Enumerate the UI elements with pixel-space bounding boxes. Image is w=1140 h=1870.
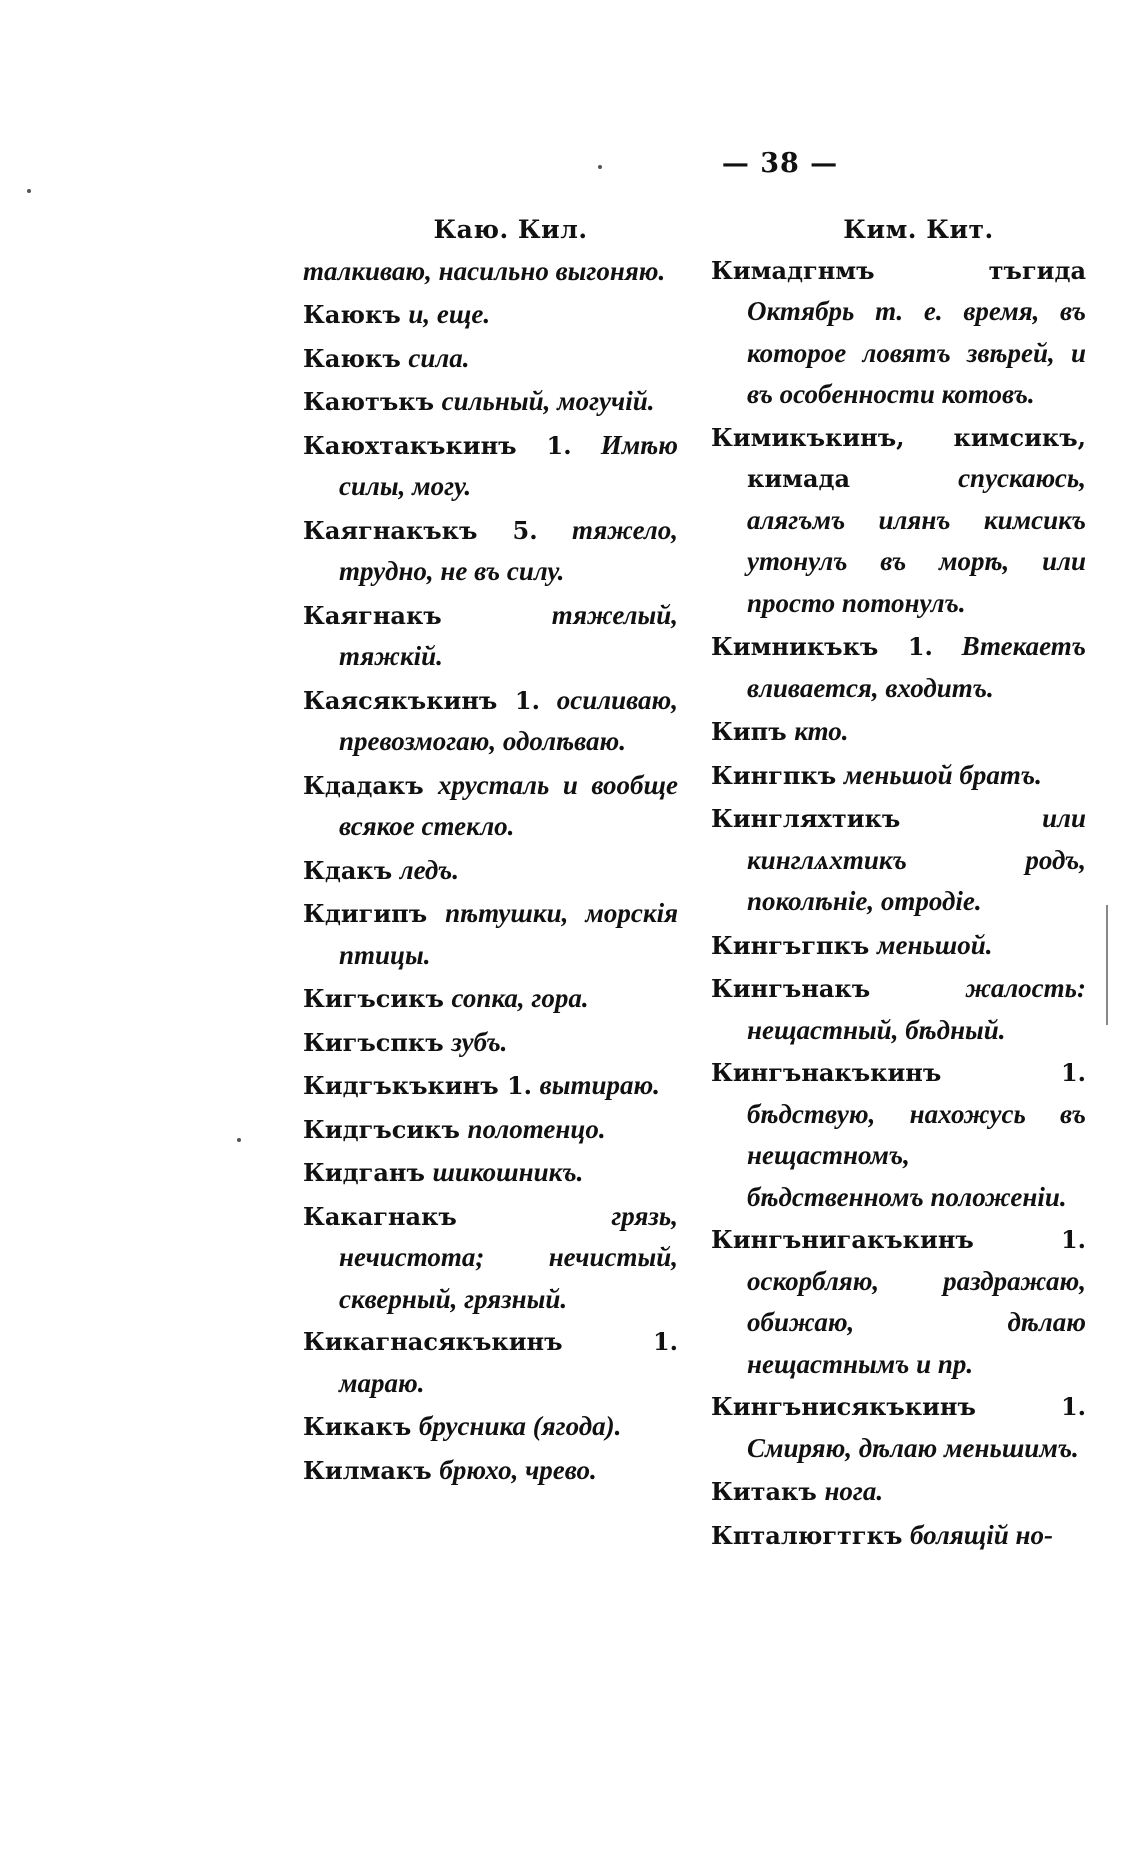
entry-definition: или кинглѧхтикъ родъ, поколѣніе, отродіе.: [747, 803, 1086, 916]
entry-headword: Кдадакъ: [303, 770, 424, 800]
entry-definition: осиливаю, превозмогаю, одолѣваю.: [339, 684, 678, 756]
entry-headword: Килмакъ: [303, 1455, 432, 1485]
dictionary-entry: [711, 798, 1086, 923]
dictionary-entry: [303, 850, 678, 892]
entry-headword: Кидгъсикъ: [303, 1114, 460, 1144]
entry-headword: Кдакъ: [303, 855, 393, 885]
entry-headword: Кингляхтикъ: [711, 804, 901, 833]
entry-definition: мараю.: [339, 1367, 425, 1398]
dictionary-entry: [711, 1471, 1086, 1513]
entry-headword: Китакъ: [711, 1477, 817, 1506]
entry-definition: пѣтушки, морскія птицы.: [339, 898, 678, 970]
dictionary-entry: [303, 1322, 678, 1404]
entry-definition: ледъ.: [399, 854, 459, 885]
entry-definition: Втекаетъ вливается, входитъ.: [747, 631, 1086, 703]
entry-headword: Каягнакъ: [303, 600, 442, 630]
left-entries: [303, 251, 678, 1492]
entry-definition: сопка, гора.: [451, 983, 589, 1013]
entry-headword: Каюхтакъкинъ 1.: [303, 430, 572, 460]
left-column-header: Каю. Кил.: [433, 215, 588, 244]
entry-headword: Кикагнасякъкинъ 1.: [303, 1327, 678, 1356]
entry-headword: Каясякъкинъ 1.: [303, 685, 540, 715]
entry-headword: Кидгъкъкинъ 1.: [303, 1071, 533, 1100]
right-entries: [711, 251, 1086, 1557]
right-column-header: Ким. Кит.: [843, 215, 994, 244]
entry-headword: Кипъ: [711, 717, 787, 746]
entry-definition: брюхо, чрево.: [439, 1454, 597, 1485]
entry-headword: Кпталюгтгкъ: [711, 1520, 903, 1550]
dictionary-entry: [303, 425, 678, 508]
entry-definition: брусника (ягода).: [418, 1411, 622, 1441]
dictionary-entry: [303, 294, 678, 336]
entry-definition: Смиряю, дѣлаю меньшимъ.: [747, 1432, 1079, 1463]
entry-headword: Кигъсикъ: [303, 984, 444, 1013]
entry-headword: Кингънигакъкинъ 1.: [711, 1225, 1086, 1254]
entry-definition: и, еще.: [408, 299, 491, 329]
entry-headword: Кимникъкъ 1.: [711, 632, 933, 661]
dictionary-entry: [711, 251, 1086, 416]
dictionary-entry: [711, 626, 1086, 709]
entry-definition: Октябрь т. е. время, въ которое ловятъ звѣрей, и въ особенности котовъ.: [747, 296, 1086, 409]
entry-headword: Кингпкъ: [711, 760, 837, 790]
dictionary-entry: [711, 1220, 1086, 1385]
entry-definition: талкиваю, насильно выгоняю.: [303, 255, 666, 286]
dictionary-entry: [303, 510, 678, 593]
entry-headword: Кимикъкинъ, кимсикъ, кимада: [711, 422, 1086, 493]
margin-line: [1106, 905, 1108, 1025]
entry-headword: Кингъгпкъ: [711, 930, 870, 960]
entry-headword: Каягнакъкъ 5.: [303, 515, 538, 545]
dictionary-entry: [303, 338, 678, 380]
speck-mark: [27, 189, 31, 193]
entry-definition: кто.: [794, 716, 849, 746]
entry-definition: жалость: нещастный, бѣдный.: [747, 973, 1086, 1045]
dictionary-entry: [711, 1515, 1086, 1557]
entry-headword: Кидганъ: [303, 1158, 425, 1187]
dictionary-entry: [303, 893, 678, 976]
entry-definition: меньшой братъ.: [843, 759, 1042, 790]
dictionary-entry: [711, 1053, 1086, 1218]
dictionary-entry: [303, 251, 678, 293]
entry-definition: оскорбляю, раздражаю, обижаю, дѣлаю нещастнымъ и пр.: [747, 1265, 1086, 1379]
dictionary-entry: [303, 1022, 678, 1064]
entry-definition: хрусталь и вообще всякое стекло.: [339, 769, 678, 841]
dictionary-entry: [303, 1450, 678, 1492]
entry-definition: тяжело, трудно, не въ силу.: [339, 514, 678, 586]
dictionary-entry: [303, 1109, 678, 1151]
entry-headword: Кингънакъкинъ 1.: [711, 1058, 1086, 1087]
right-column: [711, 210, 1086, 1558]
entry-definition: вытираю.: [539, 1070, 660, 1100]
dictionary-entry: [711, 925, 1086, 967]
entry-definition: Имѣю силы, могу.: [339, 429, 678, 501]
entry-headword: Каютъкъ: [303, 387, 435, 416]
entry-headword: Каюкъ: [303, 343, 401, 373]
dictionary-entry: [303, 595, 678, 678]
dictionary-entry: [303, 1152, 678, 1194]
entry-headword: Какагнакъ: [303, 1201, 457, 1231]
dictionary-entry: [711, 1387, 1086, 1469]
entry-definition: полотенцо.: [467, 1113, 606, 1144]
dictionary-entry: [303, 1406, 678, 1448]
dictionary-entry: [303, 1196, 678, 1321]
entry-headword: Кикакъ: [303, 1412, 412, 1441]
entry-headword: Кигъспкъ: [303, 1027, 444, 1057]
speck-mark: [598, 165, 602, 169]
dictionary-entry: [711, 755, 1086, 797]
dictionary-entry: [303, 765, 678, 848]
dictionary-entry: [711, 711, 1086, 753]
entry-headword: Кимадгнмъ тъгида: [711, 255, 1086, 285]
entry-definition: тяжелый, тяжкій.: [339, 599, 678, 671]
dictionary-entry: [711, 968, 1086, 1051]
dictionary-entry: [303, 381, 678, 423]
entry-headword: Кдигипъ: [303, 899, 428, 928]
entry-definition: спускаюсь, алягъмъ илянъ кимсикъ утонулъ въ морѣ, или просто потонулъ.: [747, 463, 1086, 618]
entry-definition: болящій но-: [910, 1519, 1053, 1550]
entry-definition: нога.: [824, 1476, 884, 1506]
speck-mark: [237, 1138, 241, 1142]
entry-definition: бѣдствую, нахожусь въ нещастномъ, бѣдственномъ положеніи.: [747, 1098, 1086, 1212]
entry-definition: зубъ.: [451, 1026, 508, 1057]
entry-headword: Кингънакъ: [711, 974, 871, 1003]
entry-definition: шикошникъ.: [432, 1157, 584, 1187]
page-number: — 38 —: [721, 148, 839, 179]
entry-definition: сильный, могучій.: [441, 386, 655, 416]
dictionary-entry: [303, 978, 678, 1020]
entry-headword: Кингънисякъкинъ 1.: [711, 1392, 1086, 1421]
dictionary-entry: [303, 680, 678, 763]
entry-definition: меньшой.: [876, 929, 993, 960]
dictionary-entry: [711, 418, 1086, 625]
left-column: [303, 210, 678, 1493]
entry-headword: Каюкъ: [303, 300, 401, 329]
dictionary-entry: [303, 1065, 678, 1107]
entry-definition: сила.: [408, 342, 470, 373]
entry-definition: грязь, нечистота; нечистый, скверный, грязный.: [339, 1200, 678, 1314]
